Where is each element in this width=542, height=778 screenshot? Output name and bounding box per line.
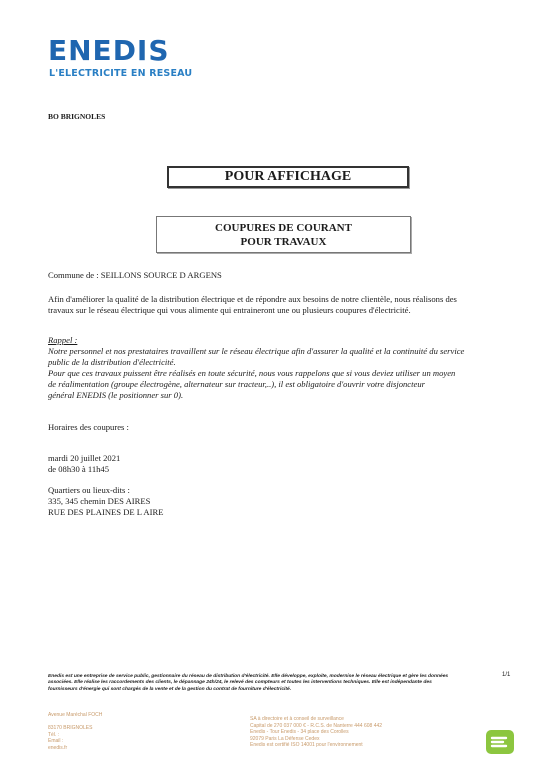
notice-title: POUR AFFICHAGE [224, 169, 352, 184]
logo-text: ENEDIS [48, 34, 170, 67]
company-line-2: Capital de 270 037 000 € - R.C.S. de Nanterre 444 608 442 [250, 722, 383, 729]
notice-subtitle-line1: COUPURES DE COURANT [215, 222, 352, 234]
rappel-line-2: public de la distribution d'électricité. [48, 357, 176, 367]
notice-subtitle-line2: POUR TRAVAUX [240, 236, 327, 248]
enedis-symbol-icon [486, 730, 514, 754]
logo-tagline: L'ELECTRICITE EN RESEAU [49, 68, 193, 79]
rappel-line-1: Notre personnel et nos prestataires travaillent sur le réseau électrique afin d'assurer la qualité et la continuité du service [48, 346, 465, 356]
rappel-line-4: de réalimentation (groupe électrogène, alternateur sur tracteur,..), il est obligatoire d'ouvrir votre disjoncteur [48, 379, 425, 389]
footer-address [48, 712, 102, 751]
rappel-line-5: général ENEDIS (le positionner sur 0). [48, 390, 184, 400]
rappel-heading: Rappel : [48, 335, 78, 345]
commune-value: SEILLONS SOURCE D ARGENS [100, 270, 222, 280]
address-2: RUE DES PLAINES DE L AIRE [48, 507, 164, 517]
company-line-5: Enedis est certifié ISO 14001 pour l'environnement [250, 742, 363, 748]
company-line-4: 92079 Paris La Défense Cedex [250, 735, 320, 742]
horaires-label: Horaires des coupures : [48, 422, 129, 432]
rappel-block [48, 335, 518, 401]
commune-label: Commune de : [48, 270, 99, 280]
legal-line-2: associées. Elle réalise les raccordements des clients, le dépannage 24h/24, le relevé des compteurs et toutes les interventions techniques. Elle est indépendante des [48, 680, 432, 686]
legal-line-3: fournisseurs d'énergie qui sont chargés de la vente et de la gestion du contrat de fourniture d'électricité. [48, 686, 292, 692]
outage-schedule [48, 453, 120, 475]
notice-title-box [167, 166, 409, 188]
address-line-6: enedis.fr [48, 744, 68, 751]
footer-legal-text [48, 674, 514, 693]
intro-line-1: Afin d'améliorer la qualité de la distribution électrique et de répondre aux besoins de notre clientèle, nous réalisons des [48, 294, 457, 304]
intro-paragraph [48, 294, 518, 316]
company-line-1: SA à directoire et à conseil de surveillance [250, 716, 344, 722]
outage-time: de 08h30 à 11h45 [48, 464, 110, 474]
commune-line [48, 270, 222, 281]
enedis-symbol-svg [486, 730, 514, 754]
rappel-line-3: Pour que ces travaux puissent être réalisés en toute sécurité, nous vous rappelons que si vous deviez utiliser un moyen [48, 368, 456, 378]
address-1: 335, 345 chemin DES AIRES [48, 496, 151, 506]
notice-subtitle-box [156, 216, 411, 253]
company-line-3: Enedis - Tour Enedis - 34 place des Corolles [250, 729, 349, 735]
footer-company-info [250, 716, 382, 749]
agency-name: BO BRIGNOLES [48, 112, 106, 121]
quartiers-block [48, 485, 163, 518]
outage-date: mardi 20 juillet 2021 [48, 453, 121, 463]
address-line-1: Avenue Maréchal FOCH [48, 712, 103, 718]
address-line-5: Email : [48, 738, 64, 744]
page-number: 1/1 [502, 672, 511, 678]
enedis-logo-wordmark [48, 34, 170, 67]
quartiers-label: Quartiers ou lieux-dits : [48, 485, 130, 495]
address-line-4: Tél. : [48, 731, 60, 738]
legal-line-1: Enedis est une entreprise de service public, gestionnaire du réseau de distribution d'électricité. Elle développe, exploite, modernise le réseau électrique et gère les données [48, 674, 449, 679]
intro-line-2: travaux sur le réseau électrique qui vous alimente qui entraineront une ou plusieurs coupures d'électricité. [48, 305, 411, 315]
address-line-3: 83170 BRIGNOLES [48, 725, 93, 731]
